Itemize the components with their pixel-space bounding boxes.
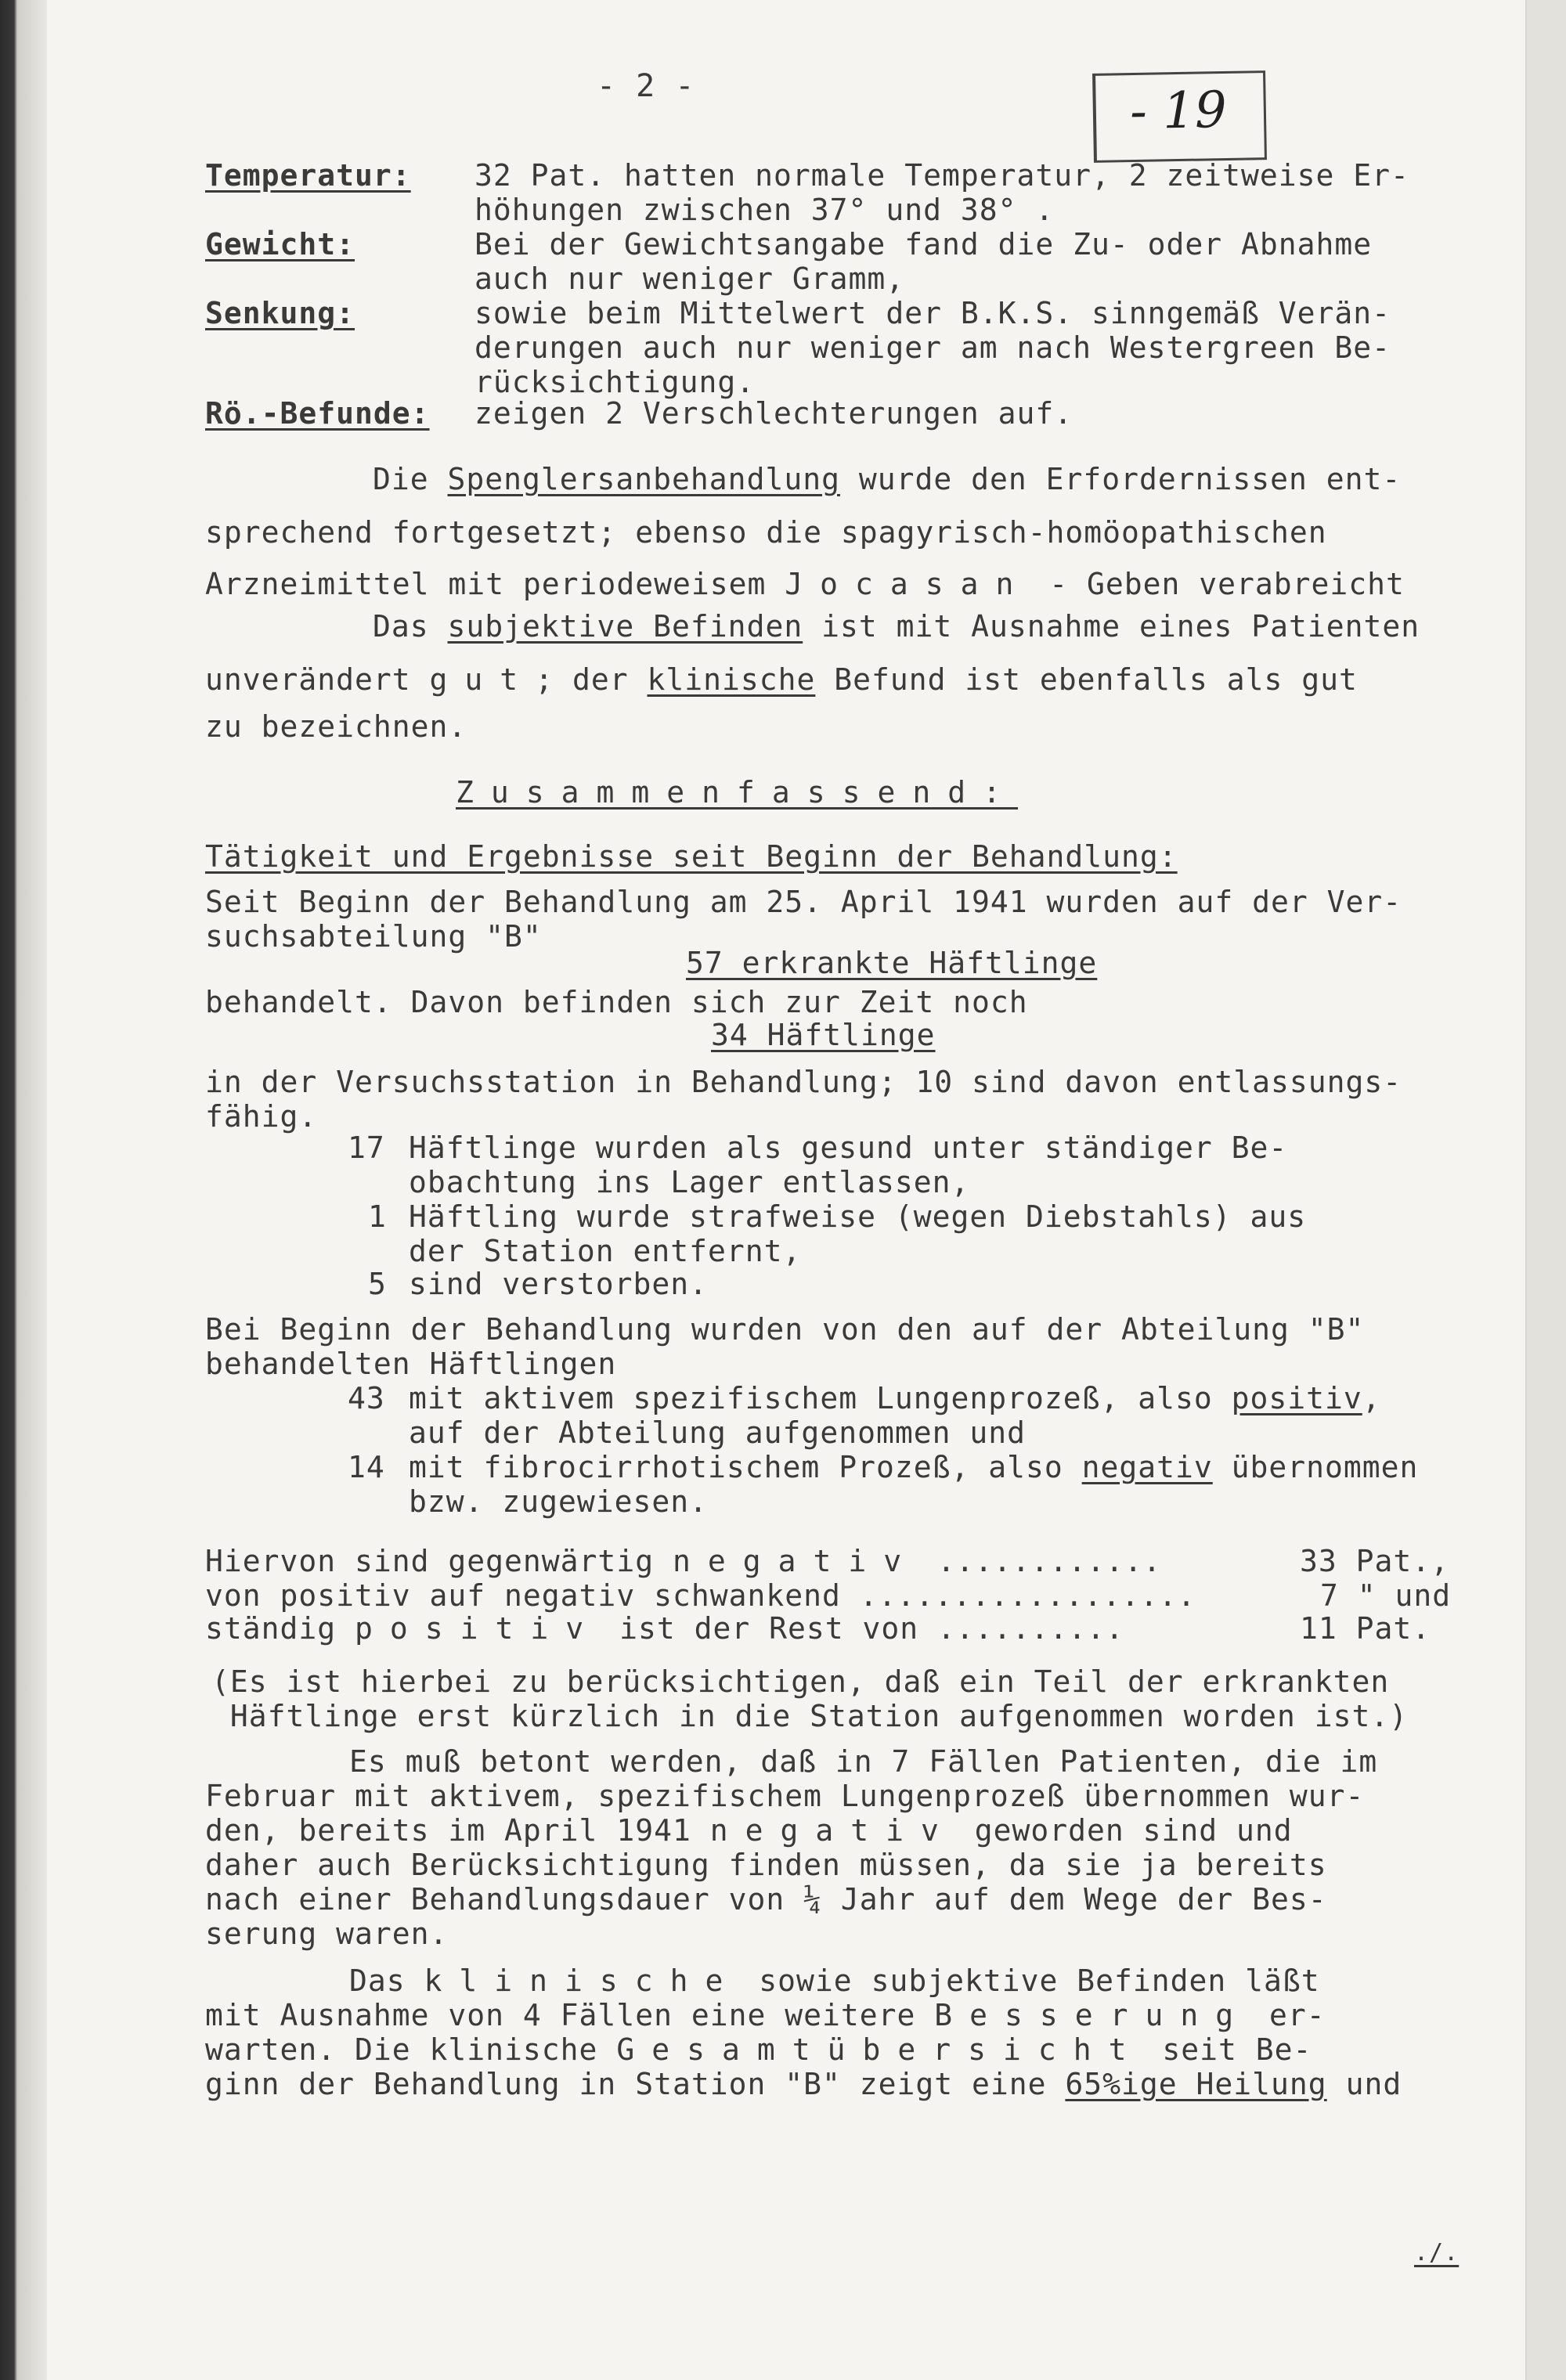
outcome-count: 5: [368, 1267, 387, 1301]
label-temperatur: Temperatur:: [205, 158, 411, 193]
status-value: 33 Pat.,: [1300, 1544, 1450, 1578]
emphasis-line: Februar mit aktivem, spezifischem Lungenprozeß übernommen wur-: [205, 1779, 1365, 1813]
begin-line: Bei Beginn der Behandlung wurden von den auf der Abteilung "B": [205, 1312, 1365, 1347]
emphasis-line: serung waren.: [205, 1917, 449, 1951]
outcome-line: der Station entfernt,: [409, 1234, 802, 1268]
treatment-line: suchsabteilung "B": [205, 919, 542, 954]
status-value: 7 " und: [1320, 1578, 1452, 1613]
admission-line: mit aktivem spezifischem Lungenprozeß, also positiv,: [409, 1381, 1381, 1415]
scan-binding-edge: [0, 0, 47, 2380]
outcome-line: Häftlinge wurden als gesund unter ständiger Be-: [409, 1130, 1288, 1165]
treatment-line: Seit Beginn der Behandlung am 25. April 1941 wurden auf der Ver-: [205, 885, 1402, 919]
therapy-line-3: Arzneimittel mit periodeweisem Jocasan - Geben verabreicht: [205, 567, 1405, 601]
status-row: Hiervon sind gegenwärtig negativ ............: [205, 1544, 1162, 1578]
label-senkung: Senkung:: [205, 296, 355, 330]
final-line: mit Ausnahme von 4 Fällen eine weitere Besserung er-: [205, 1998, 1326, 2032]
station-line: in der Versuchsstation in Behandlung; 10 sind davon entlassungs-: [205, 1065, 1402, 1099]
begin-line: behandelten Häftlingen: [205, 1347, 617, 1381]
patients-current: 34 Häftlinge: [711, 1018, 936, 1052]
final-line: warten. Die klinische Gesamtübersicht seit Be-: [205, 2032, 1312, 2067]
final-line: Das klinische sowie subjektive Befinden läßt: [349, 1964, 1320, 1998]
temperatur-line: 32 Pat. hatten normale Temperatur, 2 zeitweise Er-: [474, 158, 1409, 193]
therapy-line-2: sprechend fortgesetzt; ebenso die spagyrisch-homöopathischen: [205, 515, 1327, 550]
finding-line-2: unverändert gut; der klinische Befund ist ebenfalls als gut: [205, 662, 1358, 697]
outcome-count: 1: [368, 1199, 387, 1234]
label-gewicht: Gewicht:: [205, 227, 355, 261]
senkung-line: sowie beim Mittelwert der B.K.S. sinngemäß Verän-: [474, 296, 1391, 330]
admission-count: 43: [348, 1381, 385, 1415]
patients-total: 57 erkrankte Häftlinge: [686, 946, 1098, 980]
outcome-line: Häftling wurde strafweise (wegen Diebstahls) aus: [409, 1199, 1307, 1234]
archive-stamp: [1092, 70, 1267, 163]
outcome-line: obachtung ins Lager entlassen,: [409, 1165, 970, 1199]
temperatur-line: höhungen zwischen 37° und 38° .: [474, 193, 1055, 227]
finding-line-3: zu bezeichnen.: [205, 709, 467, 744]
admission-count: 14: [348, 1450, 385, 1484]
emphasis-line: daher auch Berücksichtigung finden müssen, da sie ja bereits: [205, 1848, 1327, 1882]
final-line: ginn der Behandlung in Station "B" zeigt eine 65%ige Heilung und: [205, 2067, 1402, 2101]
gewicht-line: auch nur weniger Gramm,: [474, 261, 905, 296]
treated-line: behandelt. Davon befinden sich zur Zeit noch: [205, 985, 1028, 1019]
summary-heading: Zusammenfassend:: [456, 775, 1019, 810]
stamp-number: - 19: [1129, 81, 1228, 142]
label-roe-befunde: Rö.-Befunde:: [205, 396, 430, 431]
outcome-line: sind verstorben.: [409, 1267, 709, 1301]
admission-line: bzw. zugewiesen.: [409, 1484, 709, 1519]
page-number: - 2 -: [597, 68, 695, 104]
emphasis-line: den, bereits im April 1941 negativ geworden sind und: [205, 1813, 1293, 1848]
therapy-line-1: Die Spenglersanbehandlung wurde den Erfordernissen ent-: [373, 462, 1402, 496]
status-row: von positiv auf negativ schwankend ..................: [205, 1578, 1196, 1613]
admission-line: mit fibrocirrhotischem Prozeß, also negativ übernommen: [409, 1450, 1419, 1484]
outcome-count: 17: [348, 1130, 385, 1165]
status-row: ständig positiv ist der Rest von ..........: [205, 1611, 1124, 1646]
senkung-line: derungen auch nur weniger am nach Westergreen Be-: [474, 330, 1391, 365]
continuation-mark: ./.: [1414, 2239, 1460, 2266]
admission-line: auf der Abteilung aufgenommen und: [409, 1415, 1026, 1450]
scan-right-margin: [1527, 0, 1566, 2380]
finding-line-1: Das subjektive Befinden ist mit Ausnahme eines Patienten: [373, 609, 1420, 644]
emphasis-line: Es muß betont werden, daß in 7 Fällen Patienten, die im: [349, 1744, 1378, 1779]
status-value: 11 Pat.: [1300, 1611, 1431, 1646]
note-line: (Es ist hierbei zu berücksichtigen, daß ein Teil der erkrankten: [211, 1664, 1390, 1699]
emphasis-line: nach einer Behandlungsdauer von ¼ Jahr auf dem Wege der Bes-: [205, 1882, 1327, 1917]
activity-heading: Tätigkeit und Ergebnisse seit Beginn der Behandlung:: [205, 839, 1178, 874]
station-line: fähig.: [205, 1099, 318, 1134]
senkung-line: rücksichtigung.: [474, 365, 756, 399]
roe-befunde-line: zeigen 2 Verschlechterungen auf.: [474, 396, 1073, 431]
note-line: Häftlinge erst kürzlich in die Station aufgenommen worden ist.): [211, 1699, 1409, 1733]
gewicht-line: Bei der Gewichtsangabe fand die Zu- oder Abnahme: [474, 227, 1373, 261]
